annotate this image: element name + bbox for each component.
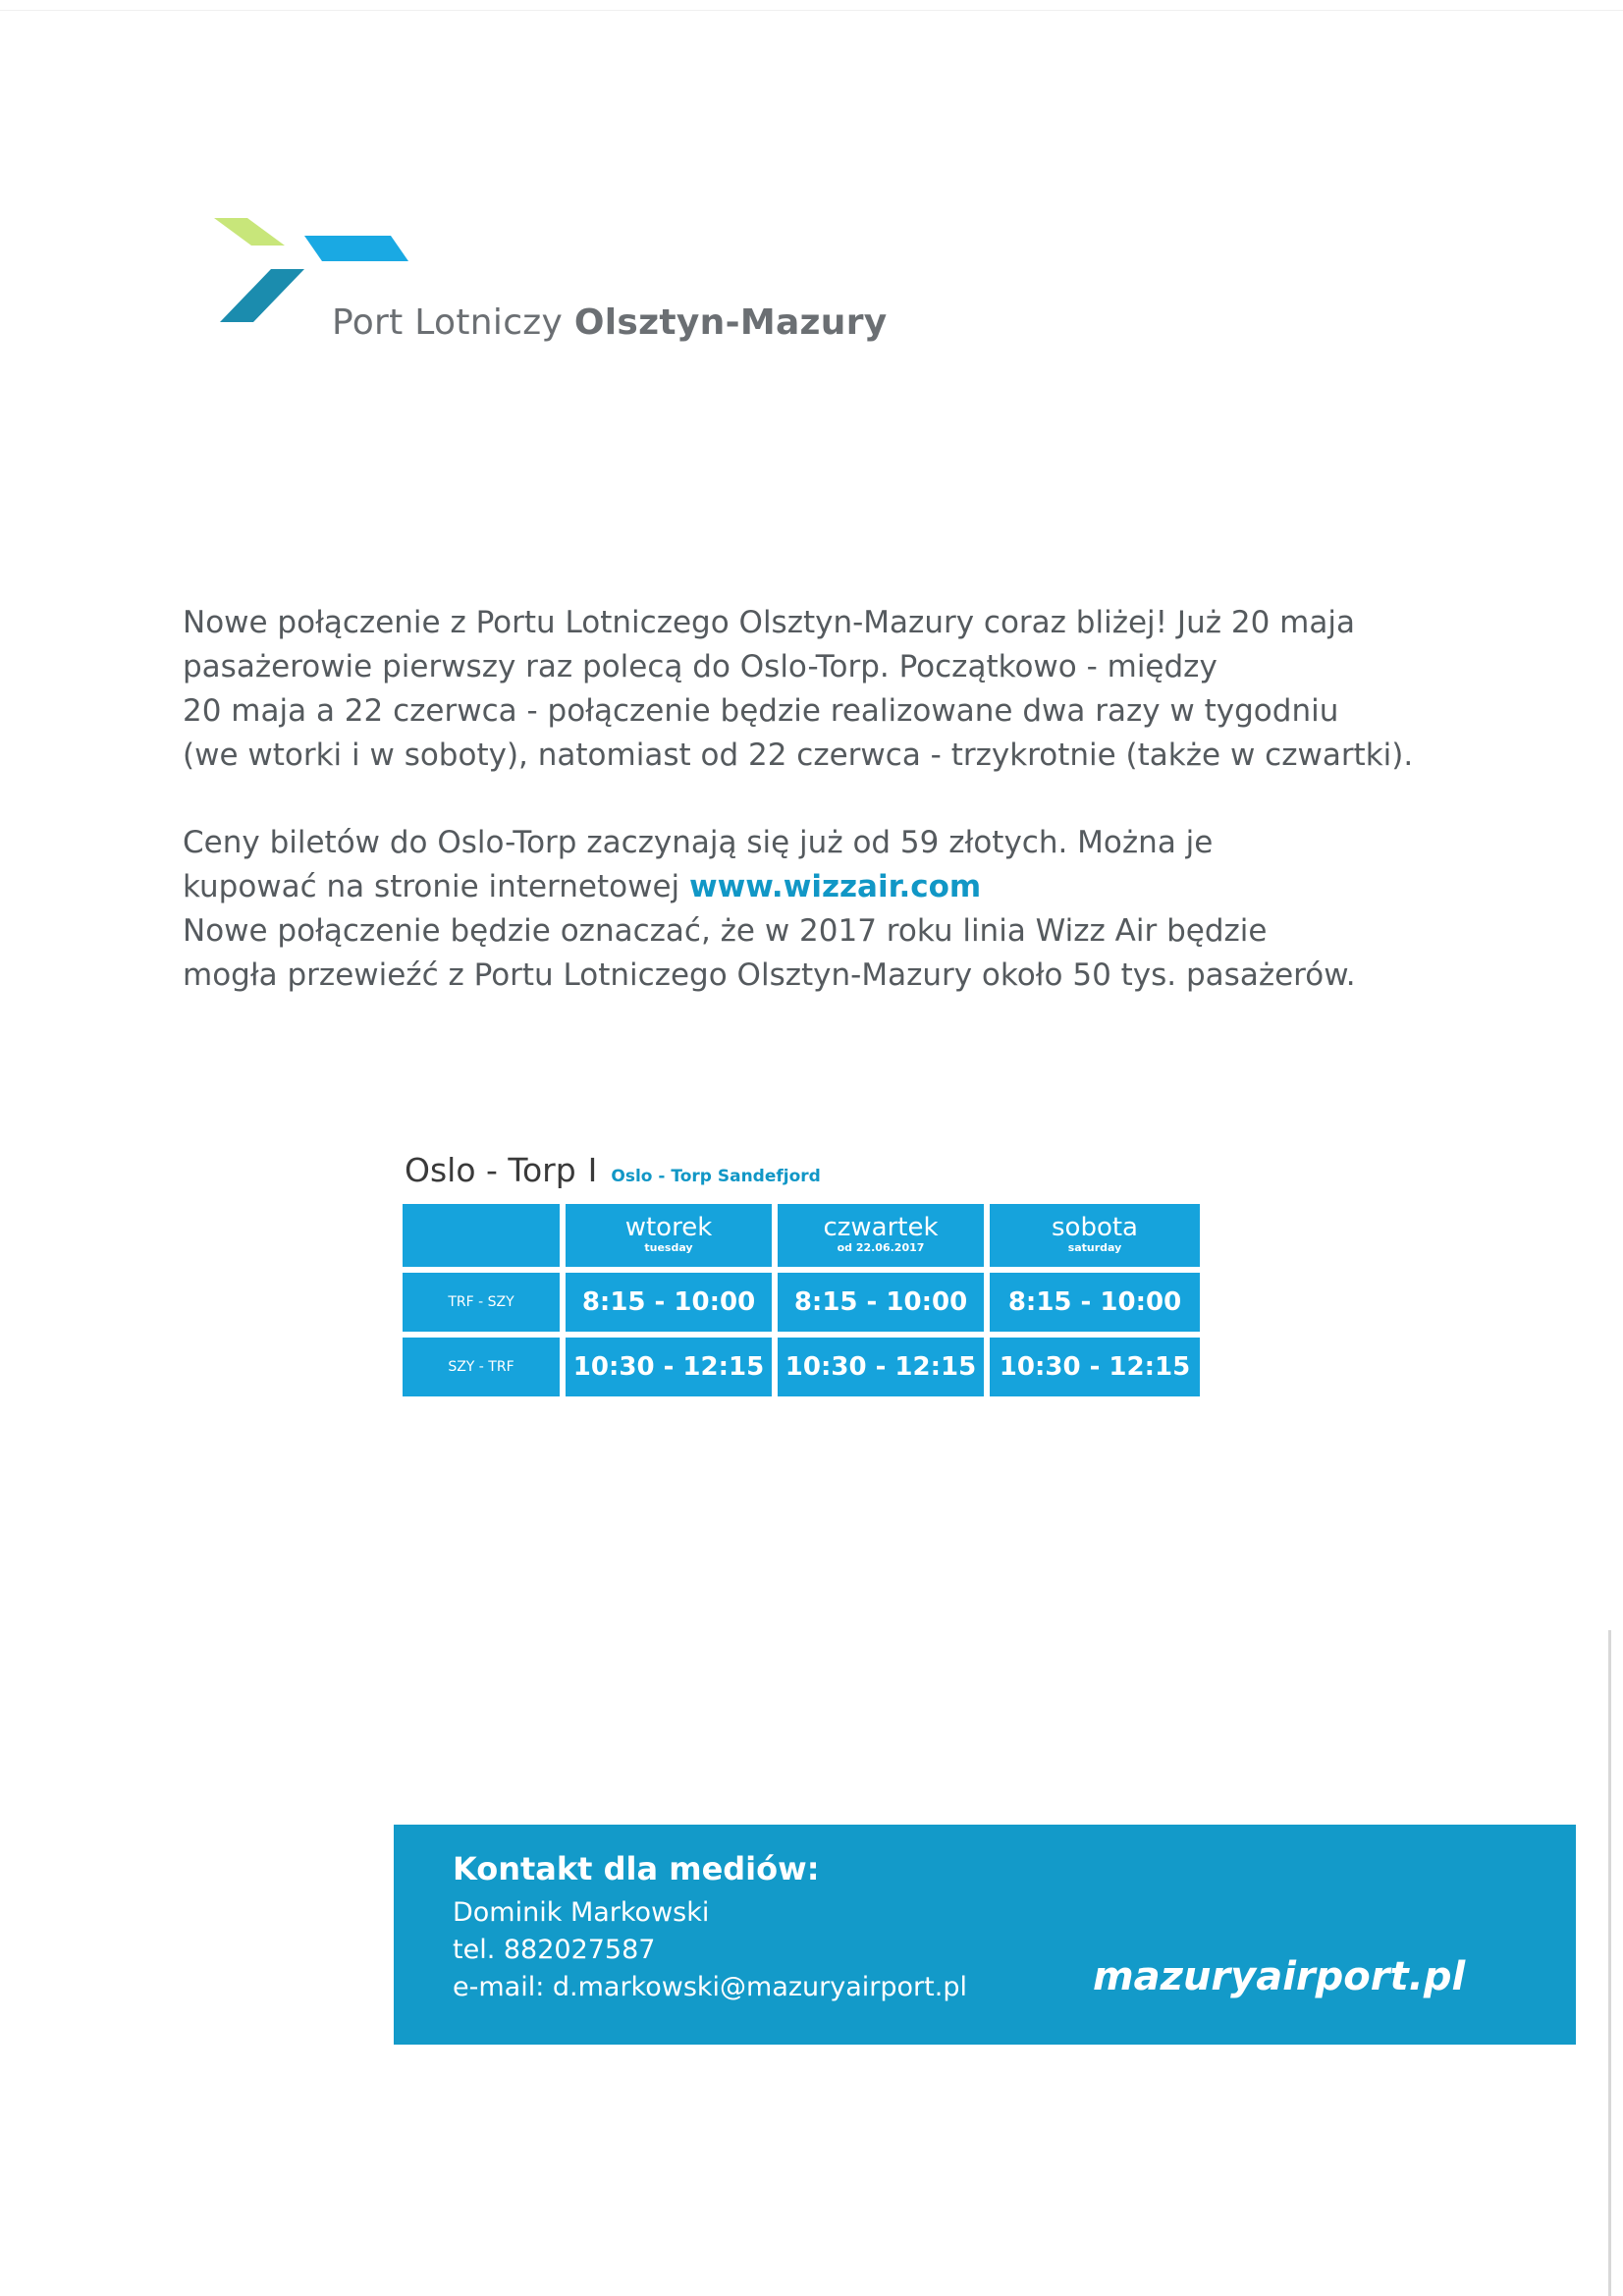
contact-heading: Kontakt dla mediów: <box>453 1850 820 1887</box>
time-cell <box>566 1338 772 1396</box>
prices-line-prefix: kupować na stronie internetowej <box>183 869 689 904</box>
logo-teal-stripe <box>220 269 304 322</box>
route-label: TRF - SZY <box>448 1294 514 1310</box>
contact-email[interactable]: e-mail: d.markowski@mazuryairport.pl <box>453 1972 967 2002</box>
intro-line: Nowe połączenie z Portu Lotniczego Olsztyn-Mazury coraz bliżej! Już 20 maja <box>183 605 1355 640</box>
contact-phone[interactable]: tel. 882027587 <box>453 1935 656 1965</box>
timetable-header-cell <box>566 1204 772 1267</box>
intro-paragraph <box>183 601 1459 778</box>
website-link[interactable]: mazuryairport.pl <box>1093 1954 1466 1999</box>
flight-time: 8:15 - 10:00 <box>793 1287 968 1317</box>
day-sublabel: saturday <box>1067 1241 1122 1254</box>
logo-wordmark <box>332 302 888 343</box>
flight-time: 10:30 - 12:15 <box>784 1352 977 1382</box>
day-sublabel: tuesday <box>644 1241 693 1254</box>
time-cell <box>778 1338 984 1396</box>
day-label: czwartek <box>823 1213 939 1242</box>
flight-time: 8:15 - 10:00 <box>1007 1287 1182 1317</box>
route-label: SZY - TRF <box>448 1359 514 1375</box>
media-contact-box <box>394 1825 1576 2045</box>
logo-blue-stripe <box>304 236 408 261</box>
intro-line: 20 maja a 22 czerwca - połączenie będzie realizowane dwa razy w tygodniu <box>183 693 1339 729</box>
timetable-route-name: Oslo - Torp <box>405 1151 576 1189</box>
time-cell <box>990 1273 1200 1332</box>
route-cell <box>403 1273 560 1332</box>
day-label: sobota <box>1052 1213 1138 1242</box>
timetable-title <box>405 1151 821 1189</box>
time-cell <box>778 1273 984 1332</box>
prices-line <box>183 865 1459 909</box>
contact-name: Dominik Markowski <box>453 1897 710 1928</box>
route-cell <box>403 1338 560 1396</box>
prices-line: Nowe połączenie będzie oznaczać, że w 2017 roku linia Wizz Air będzie <box>183 913 1268 949</box>
flight-time: 10:30 - 12:15 <box>572 1352 765 1382</box>
page-right-edge <box>1608 1630 1611 2296</box>
timetable-grid <box>403 1204 1200 1396</box>
logo-green-stripe <box>214 218 285 246</box>
time-cell <box>566 1273 772 1332</box>
day-sublabel: od 22.06.2017 <box>837 1241 925 1254</box>
wizzair-link[interactable]: www.wizzair.com <box>688 869 982 904</box>
logo-text-light: Port Lotniczy <box>332 302 574 343</box>
prices-line: Ceny biletów do Oslo-Torp zaczynają się już od 59 złotych. Można je <box>183 825 1214 860</box>
timetable-corner-cell <box>403 1204 560 1267</box>
intro-line: (we wtorki i w soboty), natomiast od 22 czerwca - trzykrotnie (także w czwartki). <box>183 738 1414 773</box>
airport-logo <box>214 218 901 355</box>
page-top-edge <box>0 10 1623 11</box>
timetable-separator: I <box>587 1151 598 1189</box>
flight-time: 8:15 - 10:00 <box>581 1287 756 1317</box>
time-cell <box>990 1338 1200 1396</box>
timetable-subtitle: Oslo - Torp Sandefjord <box>611 1167 821 1186</box>
day-label: wtorek <box>624 1213 713 1242</box>
logo-text-bold: Olsztyn-Mazury <box>573 302 888 343</box>
timetable-header-cell <box>778 1204 984 1267</box>
flight-time: 10:30 - 12:15 <box>999 1352 1191 1382</box>
intro-line: pasażerowie pierwszy raz polecą do Oslo-Torp. Początkowo - między <box>183 649 1217 684</box>
timetable-header-cell <box>990 1204 1200 1267</box>
prices-paragraph <box>183 821 1459 998</box>
prices-line: mogła przewieźć z Portu Lotniczego Olsztyn-Mazury około 50 tys. pasażerów. <box>183 957 1356 993</box>
